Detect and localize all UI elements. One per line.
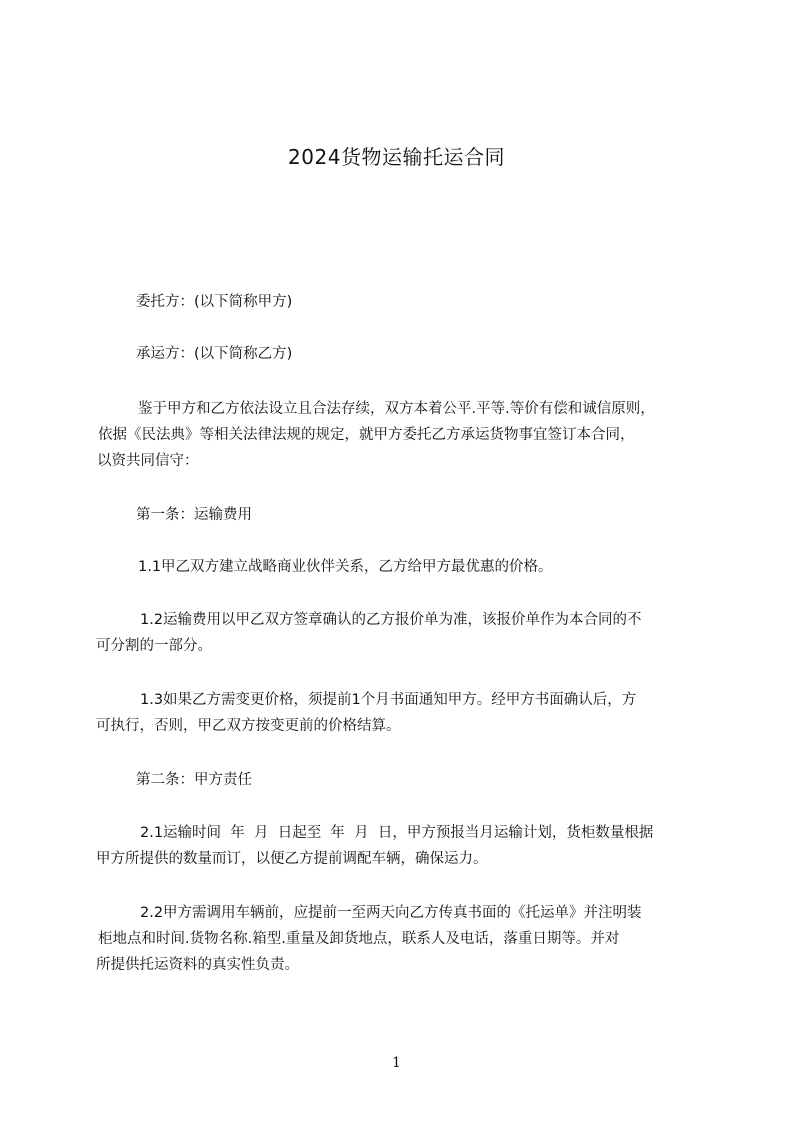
text-line: 鉴于甲方和乙方依法设立且合法存续，双方本着公平.平等.等价有偿和诚信原则， (138, 401, 655, 417)
clause-2-1 (96, 820, 706, 872)
text-line: 1.1甲乙双方建立战略商业伙伴关系，乙方给甲方最优惠的价格。 (138, 559, 553, 575)
article-2-heading (136, 767, 746, 793)
text-line: 以资共同信守： (97, 453, 199, 469)
text-line: 甲方所提供的数量而订，以便乙方提前调配车辆，确保运力。 (96, 851, 488, 867)
clause-2-2 (96, 900, 706, 978)
preamble-paragraph (96, 396, 706, 474)
text-line: 2.2甲方需调用车辆前，应提前一至两天向乙方传真书面的《托运单》并注明装 (140, 905, 642, 921)
text-line: 可分割的一部分。 (96, 638, 212, 654)
party-a-paragraph (136, 289, 746, 315)
text-line: 1.2运输费用以甲乙双方签章确认的乙方报价单为准，该报价单作为本合同的不 (140, 612, 642, 628)
clause-1-3 (96, 687, 706, 739)
text-line: 依据《民法典》等相关法律法规的规定，就甲方委托乙方承运货物事宜签订本合同， (98, 427, 635, 443)
text-line: 1.3如果乙方需变更价格，须提前1个月书面通知甲方。经甲方书面确认后，方 (140, 692, 637, 708)
text-line: 所提供托运资料的真实性负责。 (96, 957, 299, 973)
text-line: 第二条：甲方责任 (136, 772, 252, 788)
text-line: 柜地点和时间.货物名称.箱型.重量及卸货地点，联系人及电话，落重日期等。并对 (98, 931, 620, 947)
text-line: 第一条：运输费用 (136, 507, 252, 523)
clause-1-2 (96, 607, 706, 659)
article-1-heading (136, 502, 746, 528)
party-b-paragraph (136, 341, 746, 367)
text-line: 委托方：(以下简称甲方) (136, 294, 293, 310)
clause-1-1 (138, 554, 748, 580)
text-line: 可执行，否则，甲乙双方按变更前的价格结算。 (96, 718, 401, 734)
text-line: 承运方：(以下简称乙方) (136, 346, 293, 362)
text-line: 2.1运输时间 年 月 日起至 年 月 日，甲方预报当月运输计划，货柜数量根据 (140, 825, 654, 841)
document-title: 2024货物运输托运合同 (288, 145, 505, 169)
page-number: 1 (392, 1055, 401, 1071)
